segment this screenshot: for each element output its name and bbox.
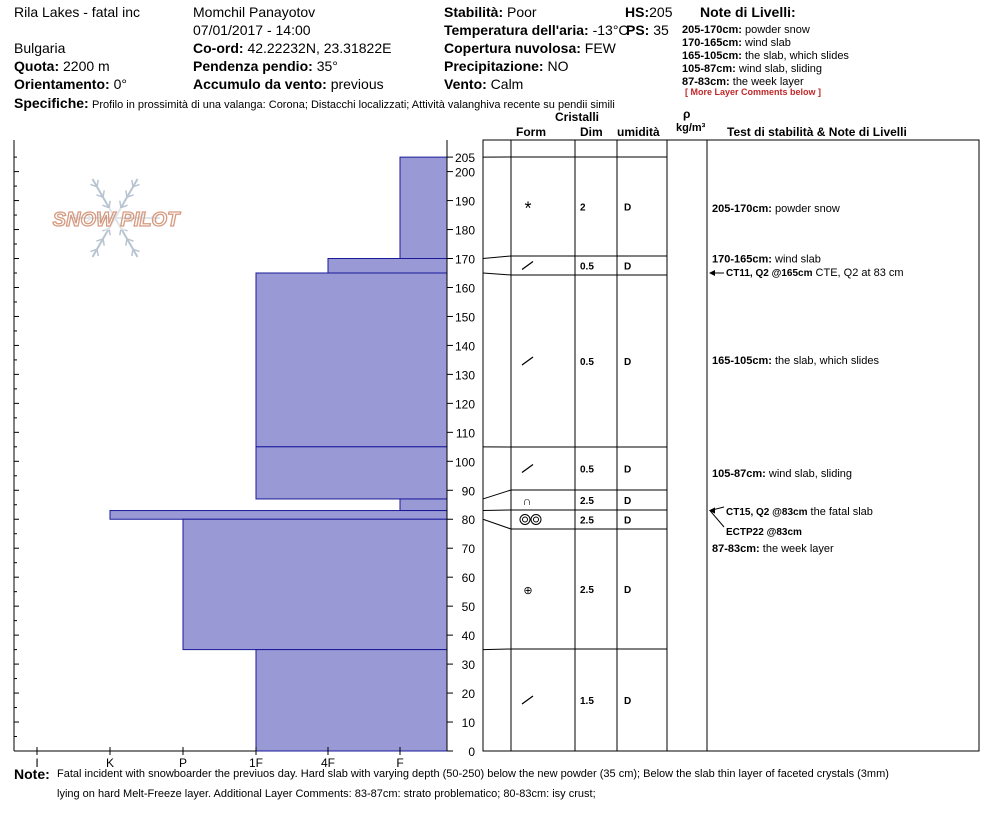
accumulo-label: Accumulo da vento: (193, 76, 327, 92)
layer-comment (712, 543, 834, 555)
col-cristalli: Cristalli (555, 110, 600, 124)
depth-tick-label: 120 (454, 397, 475, 412)
layer-notes-title: Note di Livelli: (700, 4, 796, 20)
depth-tick-label: 70 (461, 542, 475, 557)
crystal-size-value: 0.5 (580, 261, 594, 273)
cop-label: Copertura nuvolosa: (444, 40, 581, 56)
snowpilot-logo-text: SNOW PILOT (52, 209, 180, 231)
wetness-value: D (624, 585, 632, 596)
vento-label: Vento: (444, 76, 487, 92)
stab-value: Poor (507, 4, 537, 20)
layer-connector-line (483, 256, 511, 259)
test-arrow-head (709, 270, 715, 276)
layer-connector-line (483, 490, 511, 499)
crystal-form-symbol (522, 262, 533, 270)
datetime: 07/01/2017 - 14:00 (193, 22, 311, 38)
crystal-form-symbol (522, 357, 533, 365)
layer-comment-range: 170-165cm: (712, 253, 775, 266)
layer-connector-line (483, 649, 511, 650)
wetness-value: D (624, 357, 632, 368)
crystal-size-value: 2.5 (580, 585, 594, 596)
layer-comment (712, 355, 879, 367)
layer-connector-line (483, 273, 511, 275)
stability-test-code: ECTP22 @83cm (726, 527, 802, 538)
cop-value: FEW (584, 40, 616, 56)
coord-label: Co-ord: (193, 40, 244, 56)
layer-note-text: the week layer (729, 76, 804, 88)
wetness-value: D (624, 202, 632, 214)
stability-test (726, 506, 873, 518)
layer-comment-text: the week layer (762, 543, 834, 556)
depth-tick-label: 205 (454, 151, 475, 166)
depth-tick-label: 170 (454, 252, 475, 267)
note-label: Note: (14, 766, 50, 782)
stab-label: Stabilità: (444, 4, 504, 20)
hardness-bar (183, 519, 447, 649)
wetness-value: D (624, 464, 632, 476)
col-rho: ρ (683, 107, 691, 121)
depth-tick-label: 200 (454, 165, 475, 180)
temp-label: Temperatura dell'aria: (444, 22, 589, 38)
crystal-form-symbol: * (524, 198, 532, 219)
depth-tick-label: 60 (461, 571, 475, 586)
layer-note-range: 87-83cm: (682, 76, 730, 88)
layer-connector-line (483, 510, 511, 511)
note-line-1: Fatal incident with snowboarder the previuos day. Hard slab with varying depth (50-250) below the new powder (35 cm); Below the slab thin layer of faceted crystals (3mm) (57, 768, 889, 780)
layer-note-text: wind slab (741, 37, 791, 49)
layer-table-frame (483, 140, 979, 751)
layer-comment-range: 87-83cm: (712, 543, 763, 556)
more-comments-link[interactable]: [ More Layer Comments below ] (685, 87, 822, 97)
hardness-tick-label: I (35, 756, 39, 770)
prec-label: Precipitazione: (444, 58, 544, 74)
stability-test (726, 267, 904, 279)
layer-note-range: 205-170cm: (682, 24, 742, 36)
accumulo-value: previous (330, 76, 384, 92)
depth-tick-label: 140 (454, 339, 475, 354)
crystal-size-value: 0.5 (580, 357, 594, 368)
layer-comment-text: wind slab (775, 253, 821, 266)
crystal-size-value: 2.5 (580, 496, 594, 507)
vento-value: Calm (490, 76, 524, 92)
hs-label: HS: (625, 4, 650, 20)
col-umidita: umidità (617, 125, 660, 139)
coord-value: 42.22232N, 23.31822E (247, 40, 392, 56)
layer-comment-text: the slab, which slides (775, 354, 879, 367)
crystal-form-symbol-inner (523, 517, 528, 522)
layer-note-range: 105-87cm: (682, 63, 736, 75)
quota-label: Quota: (14, 58, 60, 74)
crystal-size-value: 1.5 (580, 696, 594, 707)
col-tests: Test di stabilità & Note di Livelli (727, 125, 907, 139)
prec-value: NO (547, 58, 569, 74)
hardness-tick-label: P (178, 756, 188, 770)
crystal-form-symbol-inner (534, 517, 539, 522)
hardness-bar (256, 650, 447, 751)
orient-value: 0° (113, 76, 127, 92)
depth-tick-label: 50 (461, 600, 475, 615)
depth-tick-label: 90 (461, 484, 475, 499)
layer-note-range: 165-105cm: (682, 50, 742, 62)
crystal-form-symbol (531, 515, 541, 525)
temp-value: -13°C (592, 22, 629, 38)
pendenza-label: Pendenza pendio: (193, 58, 313, 74)
hardness-bar (328, 259, 447, 273)
crystal-form-symbol (522, 465, 533, 473)
layer-comment (712, 468, 852, 480)
wetness-value: D (624, 515, 632, 527)
hardness-tick-label: 1F (248, 756, 264, 770)
specifiche-label: Specifiche: (14, 95, 89, 111)
crystal-form-symbol: ⊕ (523, 585, 533, 597)
layer-comment-range: 105-87cm: (712, 467, 769, 480)
crystal-form-symbol: ∩ (522, 494, 532, 508)
layer-connector-line (483, 519, 511, 529)
layer-comment (712, 254, 821, 266)
depth-tick-label: 180 (454, 223, 475, 238)
crystal-size-value: 0.5 (580, 464, 594, 476)
hardness-bar (256, 447, 447, 499)
wetness-value: D (624, 496, 632, 507)
hardness-bar (256, 273, 447, 447)
layer-comment-range: 165-105cm: (712, 354, 775, 367)
depth-tick-label: 100 (454, 455, 475, 470)
snowpilot-logo (40, 179, 192, 257)
wetness-value: D (624, 261, 632, 273)
test-arrow (710, 511, 724, 527)
stability-test-code: CT11, Q2 @165cm (726, 268, 813, 279)
depth-tick-label: 10 (461, 716, 475, 731)
layer-comment-text: wind slab, sliding (768, 467, 853, 480)
depth-tick-label: 40 (461, 629, 475, 644)
depth-tick-label: 80 (461, 513, 475, 528)
col-dim: Dim (580, 125, 603, 139)
specifiche-value: Profilo in prossimità di una valanga: Corona; Distacchi localizzati; Attività valanghiva recente su pendii simili (92, 99, 615, 111)
layer-comment-range: 205-170cm: (712, 202, 775, 215)
depth-tick-label: 150 (454, 310, 475, 325)
hardness-tick-label: 4F (320, 756, 336, 770)
depth-tick-label: 20 (461, 687, 475, 702)
layer-comment (712, 203, 840, 215)
layer-note-range: 170-165cm: (682, 37, 742, 49)
hs-value: 205 (649, 4, 673, 20)
orient-label: Orientamento: (14, 76, 110, 92)
hardness-tick-label: F (396, 756, 404, 770)
wetness-value: D (624, 696, 632, 707)
stability-test-code: CT15, Q2 @83cm (726, 507, 808, 518)
depth-tick-label: 30 (461, 658, 475, 673)
ps-label: PS: (626, 22, 650, 38)
depth-tick-label: 0 (468, 745, 475, 759)
depth-tick-label: 130 (454, 368, 475, 383)
crystal-form-symbol (522, 696, 533, 704)
hardness-bar (400, 499, 447, 511)
observer: Momchil Panayotov (193, 4, 316, 20)
stability-test-note: the fatal slab (807, 506, 873, 518)
pendenza-value: 35° (316, 58, 338, 74)
crystal-size-value: 2 (580, 202, 586, 214)
country: Bulgaria (14, 40, 66, 56)
depth-tick-label: 190 (454, 194, 475, 209)
crystal-form-symbol (520, 515, 530, 525)
layer-note-text: powder snow (741, 24, 810, 36)
col-density-unit: kg/m³ (676, 122, 706, 134)
depth-tick-label: 110 (455, 426, 475, 441)
note-line-2: lying on hard Melt-Freeze layer. Additional Layer Comments: 83-87cm: strato problematico; 80-83cm: isy crust; (57, 788, 596, 800)
crystal-size-value: 2.5 (580, 515, 594, 527)
hardness-tick-label: K (105, 756, 115, 770)
layer-note-text: wind slab, sliding (735, 63, 823, 75)
depth-tick-label: 160 (454, 281, 475, 296)
quota-value: 2200 m (63, 58, 110, 74)
layer-note-text: the slab, which slides (741, 50, 849, 62)
layer-comment-text: powder snow (775, 202, 840, 215)
hardness-bar (110, 511, 447, 520)
col-form: Form (516, 125, 546, 139)
stability-test-note: CTE, Q2 at 83 cm (812, 267, 904, 279)
hardness-bar (400, 157, 447, 258)
stability-test (726, 527, 802, 538)
location-title: Rila Lakes - fatal inc (14, 4, 141, 20)
ps-value: 35 (653, 22, 669, 38)
